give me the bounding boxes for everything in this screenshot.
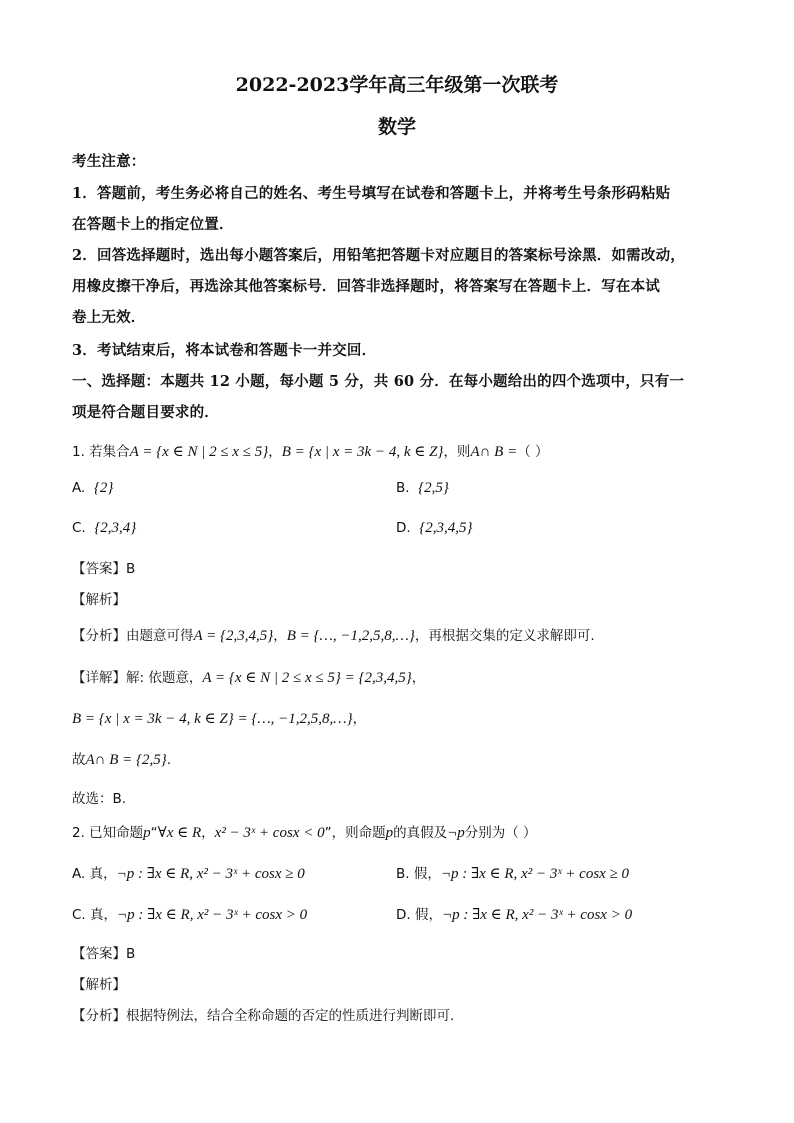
question-1-analysis-tag: 【解析】 bbox=[72, 592, 126, 608]
question-1-mid: ，则 bbox=[443, 444, 471, 460]
exam-title: 2022-2023学年高三年级第一次联考 bbox=[235, 74, 559, 96]
notice-heading: 考生注意： bbox=[72, 153, 146, 170]
question-2-option-b: B. 假，¬p : ∃x ∈ R, x² − 3ˣ + cosx ≥ 0 bbox=[396, 866, 630, 882]
question-1-option-c: C. {2,3,4} bbox=[72, 520, 137, 536]
exam-subject: 数学 bbox=[377, 116, 416, 138]
question-2-option-c: C. 真，¬p : ∃x ∈ R, x² − 3ˣ + cosx > 0 bbox=[72, 907, 308, 923]
set-b-definition: B = {x | x = 3k − 4, k ∈ Z} bbox=[281, 444, 444, 460]
notice-item-3: 3．考试结束后，将本试卷和答题卡一并交回． bbox=[72, 342, 377, 359]
question-1-choose: 故选：B. bbox=[72, 791, 127, 807]
question-1-option-b: B. {2,5} bbox=[396, 480, 449, 496]
question-2-stem: 2. 已知命题p“∀x ∈ R，x² − 3ˣ + cosx < 0”，则命题p的真假及¬p分别为（ ） bbox=[72, 825, 537, 841]
set-a-definition: A = {x ∈ N | 2 ≤ x ≤ 5} bbox=[129, 444, 269, 460]
question-2-fenxi: 【分析】根据特例法，结合全称命题的否定的性质进行判断即可. bbox=[72, 1008, 455, 1024]
section-1-line-1: 一、选择题：本题共 12 小题，每小题 5 分，共 60 分．在每小题给出的四个选项中，只有一 bbox=[72, 373, 685, 390]
question-1-detail-line-1: 【详解】解: 依题意，A = {x ∈ N | 2 ≤ x ≤ 5} = {2,3,4,5}， bbox=[72, 670, 426, 686]
question-1-separator: ， bbox=[268, 444, 282, 460]
question-1-stem bbox=[72, 440, 722, 461]
section-1-line-2: 项是符合题目要求的． bbox=[72, 404, 219, 421]
question-1-detail-line-2: B = {x | x = 3k − 4, k ∈ Z} = {…, −1,2,5,8,…}， bbox=[72, 711, 367, 727]
question-1-blank: （ ） bbox=[517, 444, 549, 460]
notice-item-2-line-2: 用橡皮擦干净后，再选涂其他答案标号．回答非选择题时，将答案写在答题卡上．写在本试 bbox=[72, 278, 660, 295]
notice-item-2-line-3: 卷上无效． bbox=[72, 309, 146, 326]
question-1-detail-line-3: 故A∩ B = {2,5}. bbox=[72, 752, 172, 768]
question-2-answer: 【答案】B bbox=[72, 946, 136, 962]
question-1-fenxi: 【分析】由题意可得A = {2,3,4,5}，B = {…, −1,2,5,8,…}，再根据交集的定义求解即可. bbox=[72, 628, 595, 644]
question-1-ask: A∩ B = bbox=[470, 444, 518, 460]
notice-item-1-line-1: 1．答题前，考生务必将自己的姓名、考生号填写在试卷和答题卡上，并将考生号条形码粘贴 bbox=[72, 185, 671, 202]
notice-item-2-line-1: 2．回答选择题时，选出每小题答案后，用铅笔把答题卡对应题目的答案标号涂黑．如需改动， bbox=[72, 247, 685, 264]
question-2-option-d: D. 假，¬p : ∃x ∈ R, x² − 3ˣ + cosx > 0 bbox=[396, 907, 633, 923]
question-1-prefix: 1. 若集合 bbox=[72, 444, 130, 460]
question-2-analysis-tag: 【解析】 bbox=[72, 977, 126, 993]
question-1-option-d: D. {2,3,4,5} bbox=[396, 520, 473, 536]
notice-item-1-line-2: 在答题卡上的指定位置． bbox=[72, 216, 234, 233]
question-2-option-a: A. 真，¬p : ∃x ∈ R, x² − 3ˣ + cosx ≥ 0 bbox=[72, 866, 305, 882]
question-1-option-a: A. {2} bbox=[72, 480, 114, 496]
question-1-answer: 【答案】B bbox=[72, 561, 136, 577]
